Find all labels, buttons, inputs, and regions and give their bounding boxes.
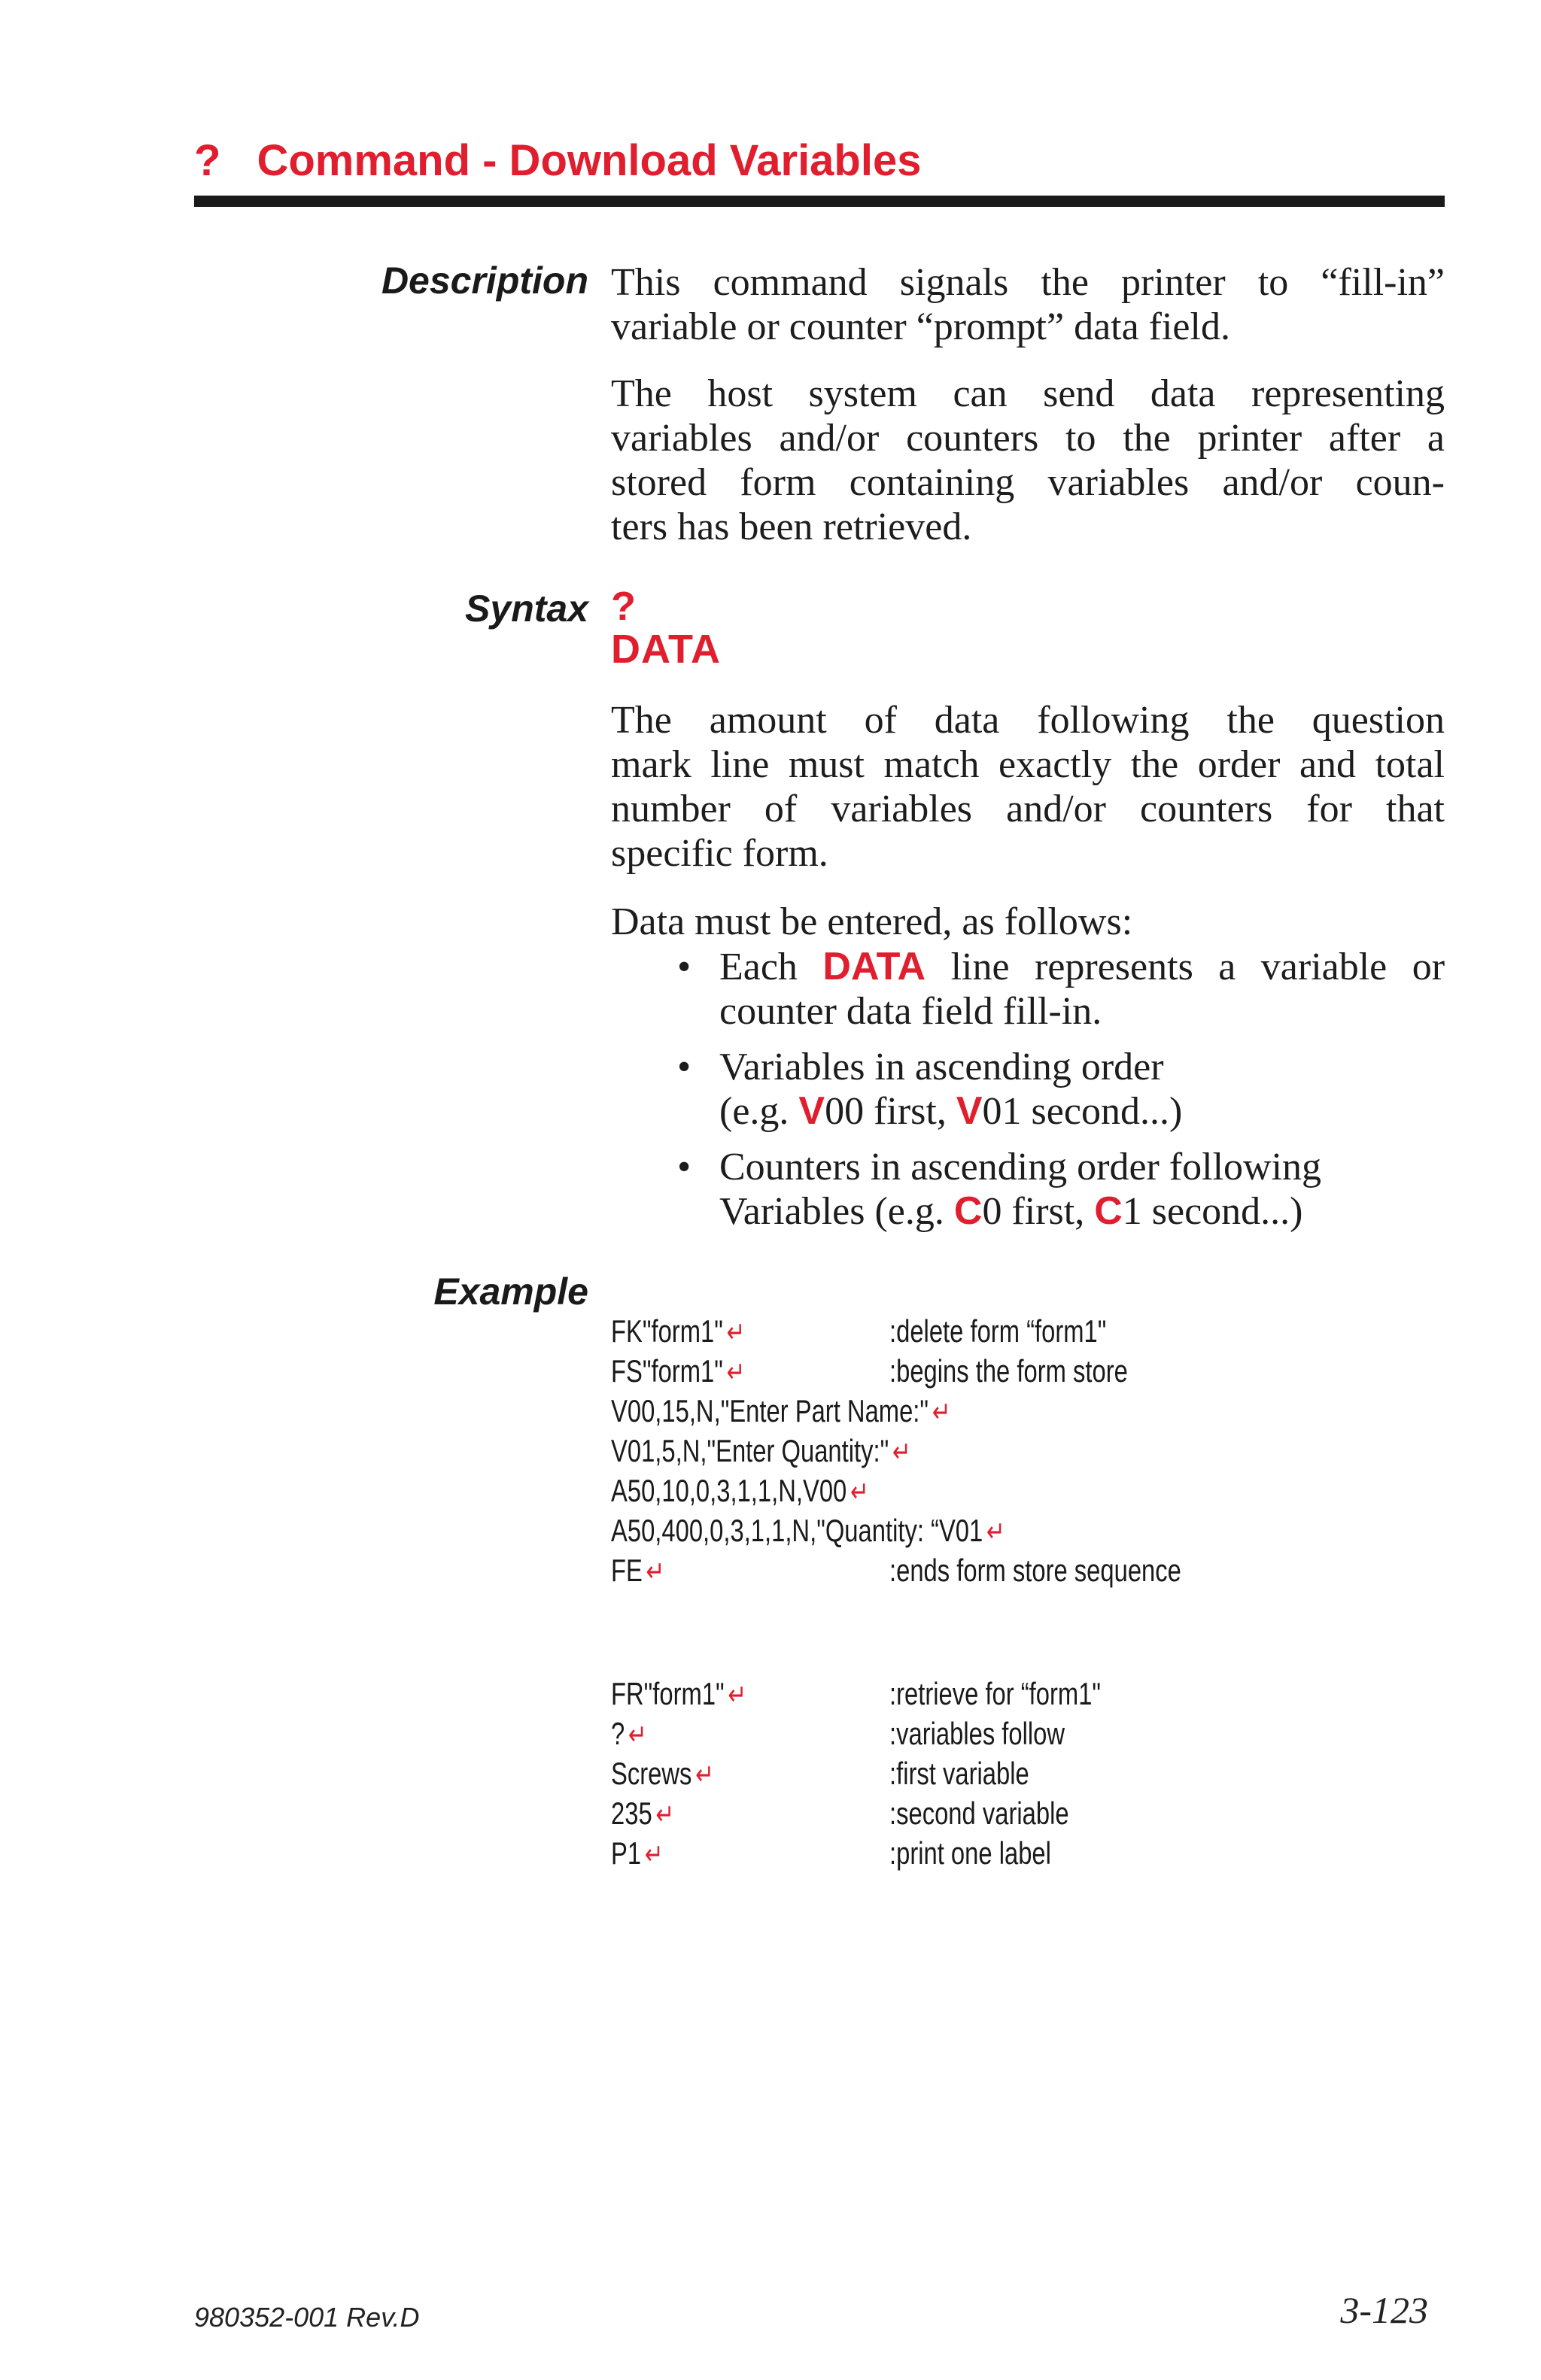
code-text: FE (611, 1553, 643, 1588)
code-line (611, 1553, 664, 1589)
syntax-data-keyword: DATA (611, 627, 721, 672)
page-number: 3-123 (1340, 2289, 1428, 2331)
bullet-text: Variables (e.g. (719, 1190, 944, 1233)
document-id: 980352-001 Rev.D (194, 2302, 420, 2333)
bullet-marker: • (677, 1046, 691, 1088)
bullet-3-line-2 (719, 1189, 1445, 1234)
return-icon: ↵ (644, 1839, 664, 1871)
return-icon: ↵ (726, 1357, 746, 1389)
text-line: specific form. (611, 832, 828, 875)
bullet-text: Each (719, 946, 798, 988)
code-comment: :variables follow (889, 1716, 1065, 1751)
code-line (611, 1756, 714, 1792)
bullet-text: (e.g. (719, 1090, 789, 1133)
code-line (611, 1676, 746, 1712)
bullet-text: 00 first, (825, 1090, 947, 1133)
code-text: 235 (611, 1796, 652, 1831)
return-icon: ↵ (628, 1720, 647, 1751)
header-rule (194, 196, 1445, 207)
code-text: FK"form1" (611, 1313, 723, 1349)
syntax-symbol: ? (611, 584, 636, 629)
title-text: Command - Download Variables (257, 136, 922, 185)
code-line (611, 1353, 745, 1389)
return-icon: ↵ (695, 1759, 714, 1791)
bullet-3-line-1: Counters in ascending order following (719, 1146, 1322, 1188)
text-line: mark line must match exactly the order and total (611, 743, 1445, 786)
text-line: number of variables and/or counters for that (611, 788, 1445, 830)
bullet-text: 01 second...) (982, 1090, 1183, 1133)
bullet-2-line-1: Variables in ascending order (719, 1046, 1164, 1088)
page-title (194, 135, 1445, 186)
code-text: ? (611, 1716, 625, 1751)
code-comment: :delete form “form1" (889, 1313, 1107, 1349)
text-line: variables and/or counters to the printer after a (611, 417, 1445, 460)
code-line (611, 1393, 951, 1429)
syntax-para (611, 698, 1445, 876)
code-text: A50,400,0,3,1,1,N,"Quantity: “V01 (611, 1513, 983, 1548)
text-line: variable or counter “prompt” data field. (611, 305, 1230, 348)
return-icon: ↵ (726, 1317, 746, 1349)
code-text: P1 (611, 1835, 642, 1871)
code-line (611, 1433, 911, 1469)
code-comment: :first variable (889, 1756, 1029, 1791)
syntax-intro: Data must be entered, as follows: (611, 900, 1133, 943)
bullet-text: line represents a variable or (950, 946, 1445, 988)
return-icon: ↵ (728, 1680, 747, 1711)
bullet-1-line-2: counter data field fill-in. (719, 990, 1102, 1033)
return-icon: ↵ (850, 1477, 869, 1508)
description-label: Description (381, 260, 588, 302)
code-line (611, 1716, 647, 1752)
text-line: This command signals the printer to “fill-in” (611, 261, 1445, 304)
code-comment: :print one label (889, 1835, 1051, 1871)
text-line: The amount of data following the question (611, 699, 1445, 742)
bullet-text: 1 second...) (1122, 1190, 1303, 1233)
return-icon: ↵ (932, 1397, 951, 1428)
return-icon: ↵ (892, 1437, 911, 1468)
description-para-1 (611, 260, 1445, 349)
code-text: V01,5,N,"Enter Quantity:" (611, 1433, 889, 1468)
text-line: ters has been retrieved. (611, 505, 972, 548)
data-keyword: DATA (822, 945, 926, 988)
code-text: FS"form1" (611, 1353, 723, 1389)
bullet-1-line-1 (719, 945, 1445, 989)
bullet-2-line-2 (719, 1089, 1445, 1134)
bullet-marker: • (677, 946, 691, 988)
syntax-label: Syntax (465, 587, 588, 630)
code-line (611, 1835, 664, 1872)
title-symbol: ? (194, 136, 221, 185)
code-comment: :retrieve for “form1" (889, 1676, 1102, 1711)
code-line (611, 1796, 674, 1832)
code-comment: :second variable (889, 1796, 1069, 1831)
code-line (611, 1313, 745, 1349)
example-label: Example (433, 1270, 588, 1313)
counter-keyword: C (953, 1189, 983, 1233)
code-text: Screws (611, 1756, 692, 1791)
counter-keyword: C (1094, 1189, 1123, 1233)
code-line (611, 1513, 1005, 1549)
code-text: A50,10,0,3,1,1,N,V00 (611, 1473, 847, 1508)
return-icon: ↵ (646, 1556, 665, 1588)
code-text: V00,15,N,"Enter Part Name:" (611, 1393, 929, 1428)
bullet-text: 0 first, (982, 1190, 1085, 1233)
return-icon: ↵ (986, 1516, 1005, 1548)
code-comment: :ends form store sequence (889, 1553, 1181, 1588)
variable-keyword: V (798, 1089, 825, 1133)
text-line: The host system can send data representing (611, 372, 1445, 415)
description-para-2 (611, 372, 1445, 549)
variable-keyword: V (956, 1089, 983, 1133)
return-icon: ↵ (655, 1799, 675, 1831)
code-line (611, 1473, 869, 1509)
bullet-marker: • (677, 1146, 691, 1188)
code-text: FR"form1" (611, 1676, 725, 1711)
code-comment: :begins the form store (889, 1353, 1128, 1389)
text-line: stored form containing variables and/or coun- (611, 461, 1445, 504)
